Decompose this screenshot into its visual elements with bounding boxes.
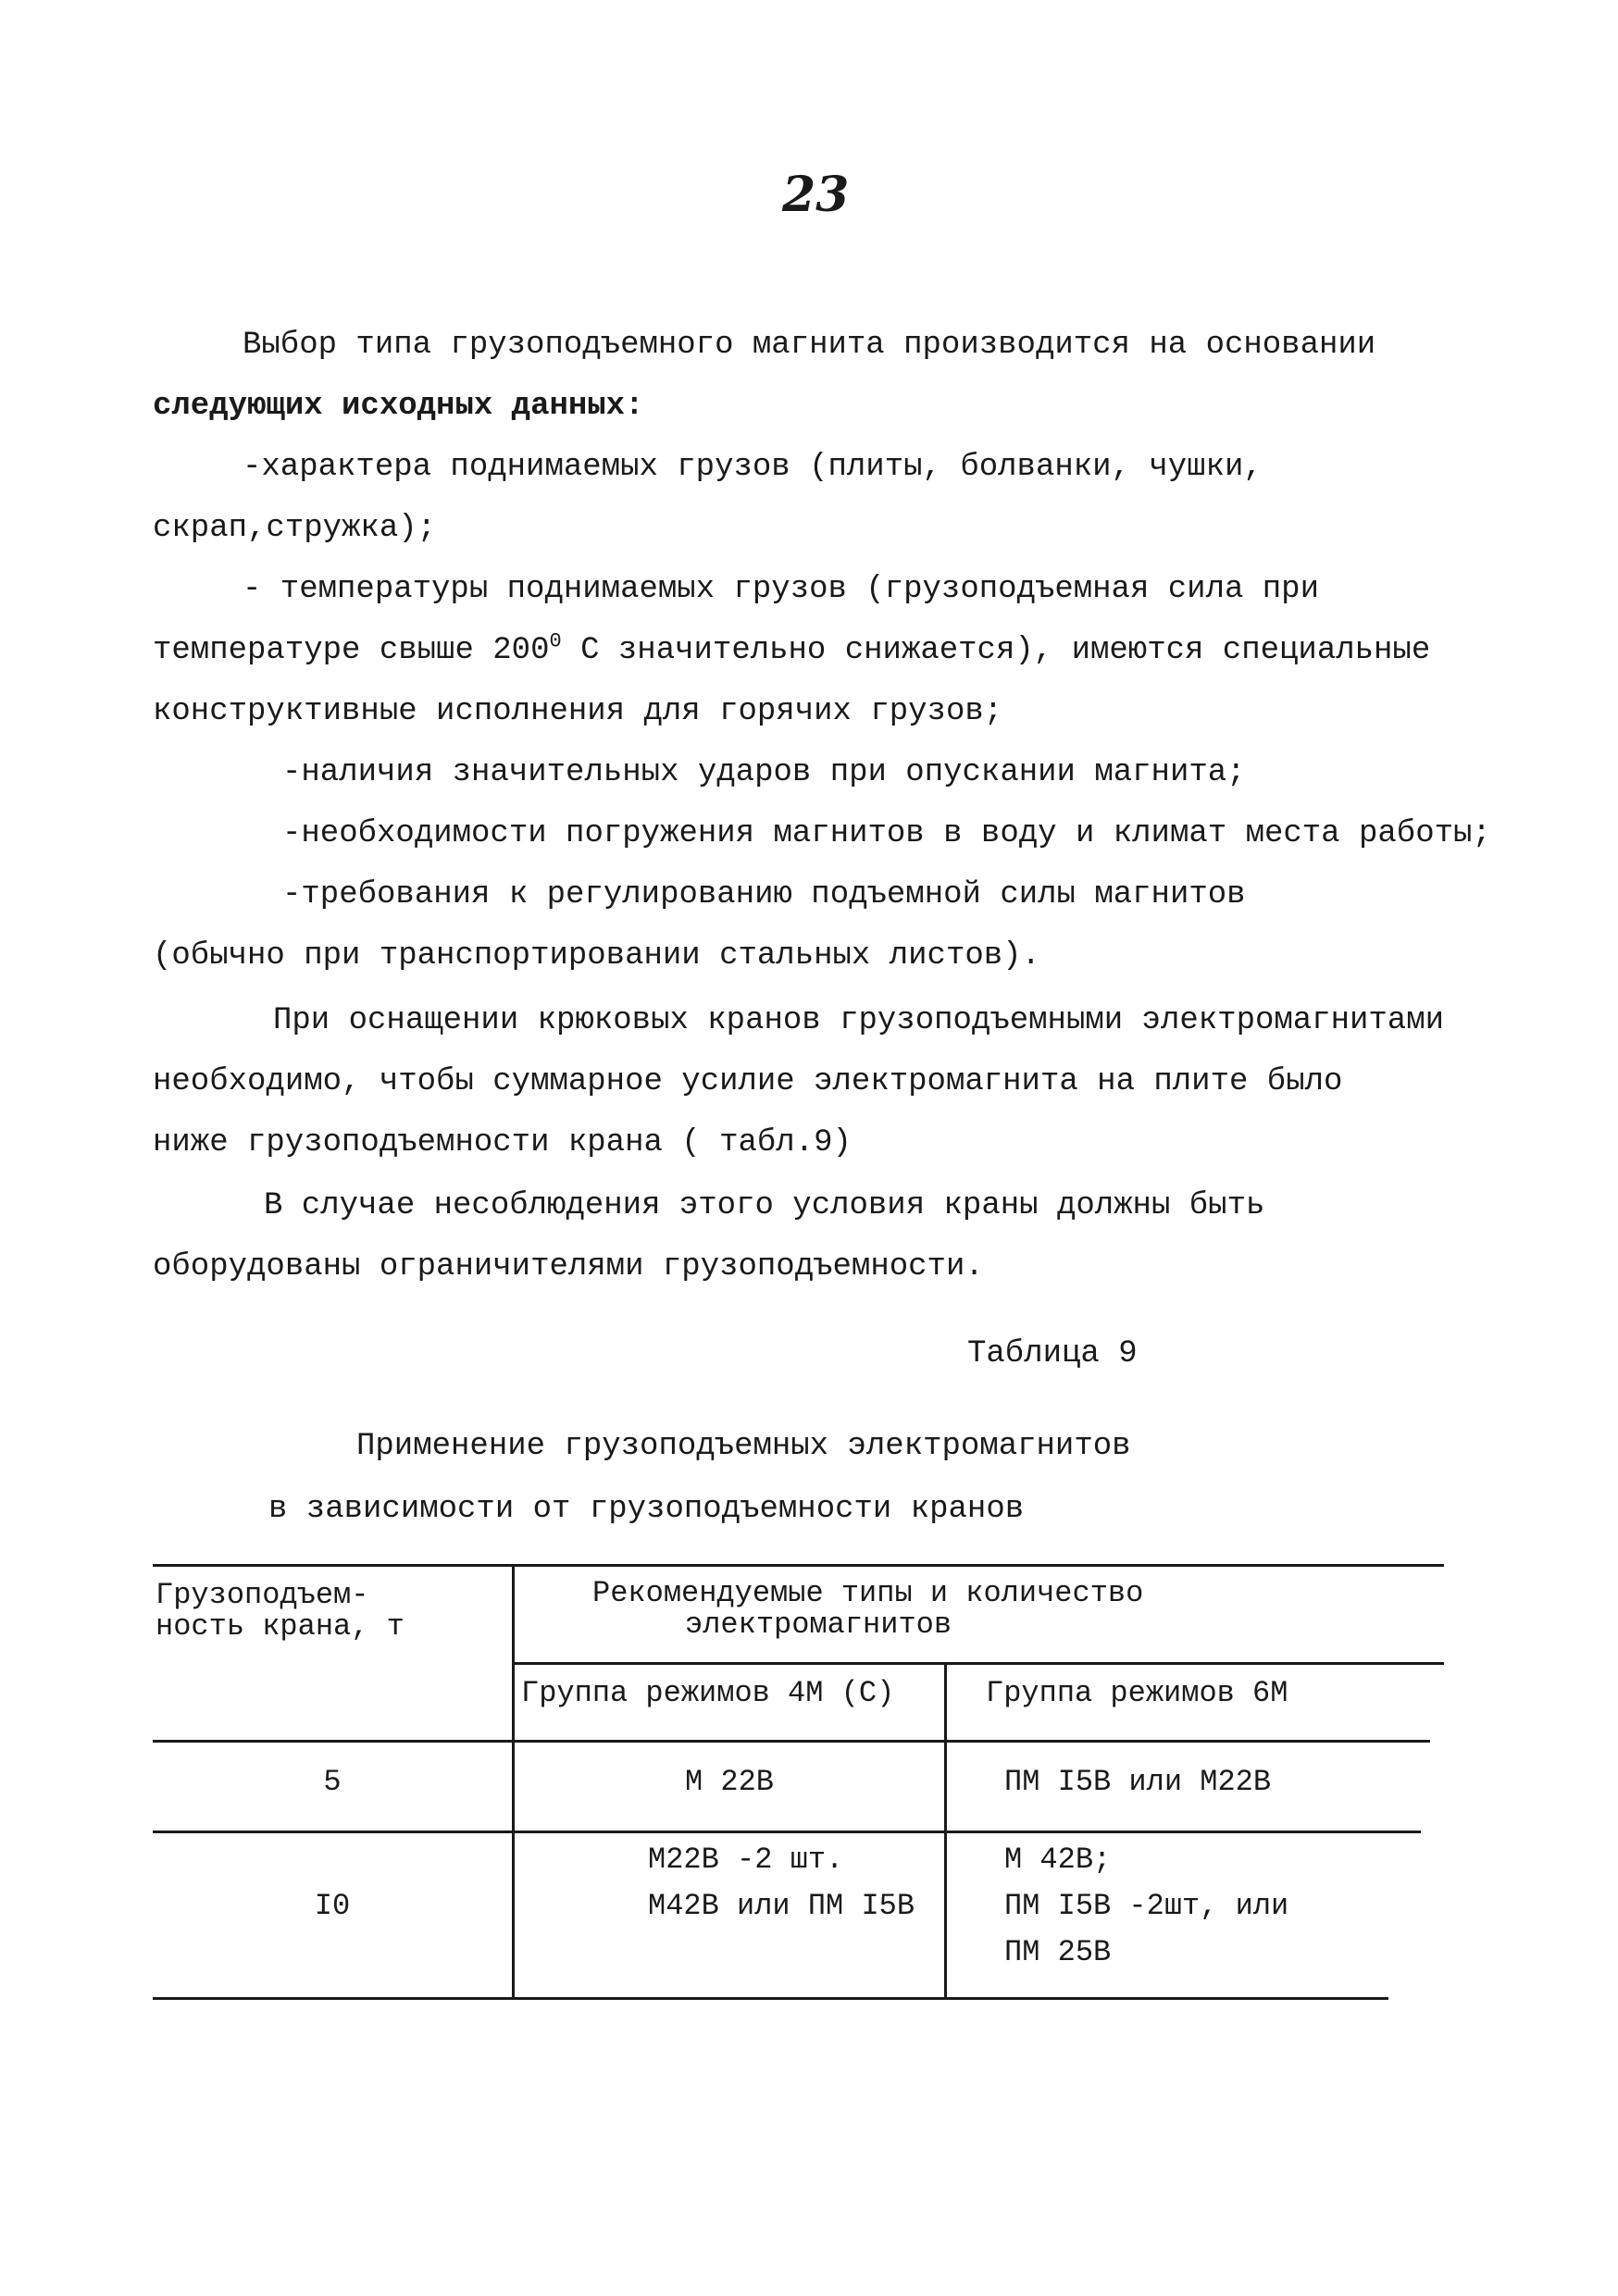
p3-line-1: В случае несоблюдения этого условия краны должны быть xyxy=(264,1188,1265,1223)
header-mode-4m: Группа режимов 4М (С) xyxy=(521,1676,895,1710)
item2-line-3: конструктивные исполнения для горячих грузов; xyxy=(153,694,1003,729)
row2-mode6m-line-3: ПМ 25В xyxy=(1004,1935,1112,1969)
table-rule-top xyxy=(153,1564,1444,1567)
table-rule-bottom xyxy=(153,1997,1388,2000)
item5-line-1: -требования к регулированию подъемной силы магнитов xyxy=(282,877,1246,912)
row2-mode4m-line-2: М42В или ПМ I5В xyxy=(648,1889,915,1923)
p2-line-3: ниже грузоподъемности крана ( табл.9) xyxy=(153,1125,852,1160)
item2-line-1: - температуры поднимаемых грузов (грузоподъемная сила при xyxy=(243,572,1319,607)
table-vrule-2 xyxy=(944,1662,947,1999)
row2-mode4m-line-1: М22В -2 шт. xyxy=(648,1843,844,1877)
row2-mode6m-line-2: ПМ I5В -2шт, или xyxy=(1004,1889,1289,1923)
table-title-line-1: Применение грузоподъемных электромагнитов xyxy=(356,1429,1131,1464)
table-label: Таблица 9 xyxy=(967,1336,1138,1371)
intro-line-1: Выбор типа грузоподъемного магнита производится на основании xyxy=(243,328,1376,363)
header-group-line-2: электромагнитов xyxy=(685,1607,952,1642)
header-mode-6m: Группа режимов 6М xyxy=(986,1676,1288,1710)
item1-line-2: скрап,стружка); xyxy=(153,511,437,546)
row1-mode6m-line-1: ПМ I5В или М22В xyxy=(1004,1765,1272,1799)
table-rule-subheader xyxy=(514,1662,1444,1665)
table-title-line-2: в зависимости от грузоподъемности кранов xyxy=(268,1492,1025,1527)
item3: -наличия значительных ударов при опускании магнита; xyxy=(282,755,1246,790)
header-group-line-1: Рекомендуемые типы и количество xyxy=(592,1576,1144,1610)
item5-line-2: (обычно при транспортировании стальных листов). xyxy=(153,938,1040,974)
item2-line-2-b: С значительно снижается), имеются специальные xyxy=(561,633,1431,668)
item2-line-2-a: температуре свыше 200 xyxy=(153,633,550,668)
item1-line-1: -характера поднимаемых грузов (плиты, болванки, чушки, xyxy=(243,450,1263,485)
p2-line-1: При оснащении крюковых кранов грузоподъемными электромагнитами xyxy=(273,1003,1445,1038)
item4: -необходимости погружения магнитов в воду и климат места работы; xyxy=(282,816,1491,851)
table-rule-row1-bottom xyxy=(153,1831,1421,1833)
row2-mode6m-line-1: М 42В; xyxy=(1004,1843,1112,1877)
page-number: 23 xyxy=(782,167,850,223)
header-capacity-line-1: Грузоподъем- xyxy=(156,1578,369,1612)
row1-mode4m-line-1: М 22В xyxy=(684,1765,774,1799)
p2-line-2: необходимо, чтобы суммарное усилие электромагнита на плите было xyxy=(153,1064,1343,1099)
degree-sup: 0 xyxy=(549,629,562,653)
row2-capacity: I0 xyxy=(314,1889,351,1923)
row1-capacity: 5 xyxy=(323,1765,342,1799)
table-rule-header-bottom xyxy=(153,1740,1430,1743)
p3-line-2: оборудованы ограничителями грузоподъемности. xyxy=(153,1249,984,1285)
intro-line-2: следующих исходных данных: xyxy=(153,389,644,424)
item2-line-2 xyxy=(153,629,1431,668)
header-capacity-line-2: ность крана, т xyxy=(156,1609,404,1644)
